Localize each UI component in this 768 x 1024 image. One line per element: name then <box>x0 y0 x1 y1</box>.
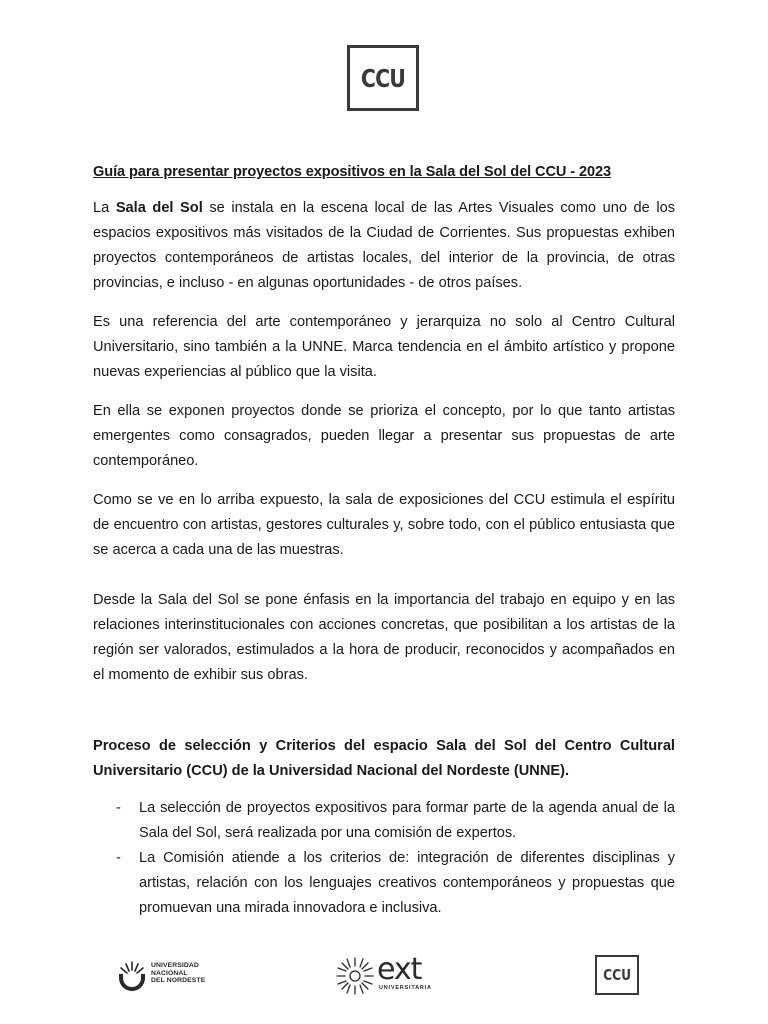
ext-wordmark: ext <box>377 952 422 987</box>
unne-line-1: UNIVERSIDAD <box>151 962 199 969</box>
paragraph-intro <box>93 196 675 296</box>
list-item-text: La selección de proyectos expositivos para formar parte de la agenda anual de la Sala del Sol, será realizada por una comisión de expertos. <box>139 800 675 841</box>
sun-burst-icon <box>335 956 375 996</box>
unne-line-3: DEL NORDESTE <box>151 977 206 985</box>
list-dash: - <box>116 800 121 816</box>
ccu-logo-top <box>347 45 419 111</box>
criteria-list <box>93 796 675 921</box>
intro-bold-sala: Sala del Sol <box>115 200 203 216</box>
intro-lead: La <box>93 200 116 216</box>
paragraph-encuentro: Como se ve en lo arriba expuesto, la sala de exposiciones del CCU estimula el espíritu de encuentro con artistas, gestores culturales y, sobre todo, con el público entusiasta que se acerca a cada una de las muestras. <box>93 492 675 558</box>
unne-logo-text <box>151 962 205 985</box>
ccu-logo-bottom <box>595 955 639 995</box>
paragraph-referencia: Es una referencia del arte contemporáneo y jerarquiza no solo al Centro Cultural Universitario, sino también a la UNNE. Marca tendencia en el ámbito artístico y propone nuevas experiencias al público que la visita. <box>93 314 675 380</box>
list-item-text: La Comisión atiende a los criterios de: integración de diferentes disciplinas y artistas, relación con los lenguajes creativos contemporáneos y propuestas que promuevan una mirada innovadora e inclusiva. <box>139 850 675 916</box>
document-title: Guía para presentar proyectos expositivos en la Sala del Sol del CCU - 2023 <box>93 164 612 180</box>
ext-subtitle: UNIVERSITARIA <box>379 985 432 991</box>
unne-line-2: NACIONAL <box>151 969 188 977</box>
ccu-logo-bottom-text: CCU <box>602 966 632 984</box>
list-item <box>93 846 675 921</box>
unne-emblem-icon <box>116 958 148 998</box>
ccu-logo-text: CCU <box>360 63 406 93</box>
unne-logo <box>116 958 216 998</box>
ext-universitaria-logo <box>335 952 435 1000</box>
paragraph-enfasis: Desde la Sala del Sol se pone énfasis en la importancia del trabajo en equipo y en las relaciones interinstitucionales con acciones concretas, que posibilitan a los artistas de la región ser valorados, estimulados a la hora de producir, reconocidos y acompañados en el momento de exhibir sus obras. <box>93 592 675 683</box>
intro-rest: se instala en la escena local de las Artes Visuales como uno de los espacios expositivos más visitados de la Ciudad de Corrientes. Sus propuestas exhiben proyectos contemporáneos de artistas locales, del interior de la provincia, de otras provincias, e incluso - en algunas oportunidades - de otros países. <box>93 200 675 291</box>
section-title-proceso: Proceso de selección y Criterios del espacio Sala del Sol del Centro Cultural Universitario (CCU) de la Universidad Nacional del Nordeste (UNNE). <box>93 738 675 779</box>
paragraph-proyectos: En ella se exponen proyectos donde se prioriza el concepto, por lo que tanto artistas emergentes como consagrados, pueden llegar a presentar sus propuestas de arte contemporáneo. <box>93 403 675 469</box>
list-dash: - <box>116 850 121 866</box>
document-body <box>93 160 675 921</box>
list-item <box>93 796 675 846</box>
footer-logos <box>0 950 768 1010</box>
